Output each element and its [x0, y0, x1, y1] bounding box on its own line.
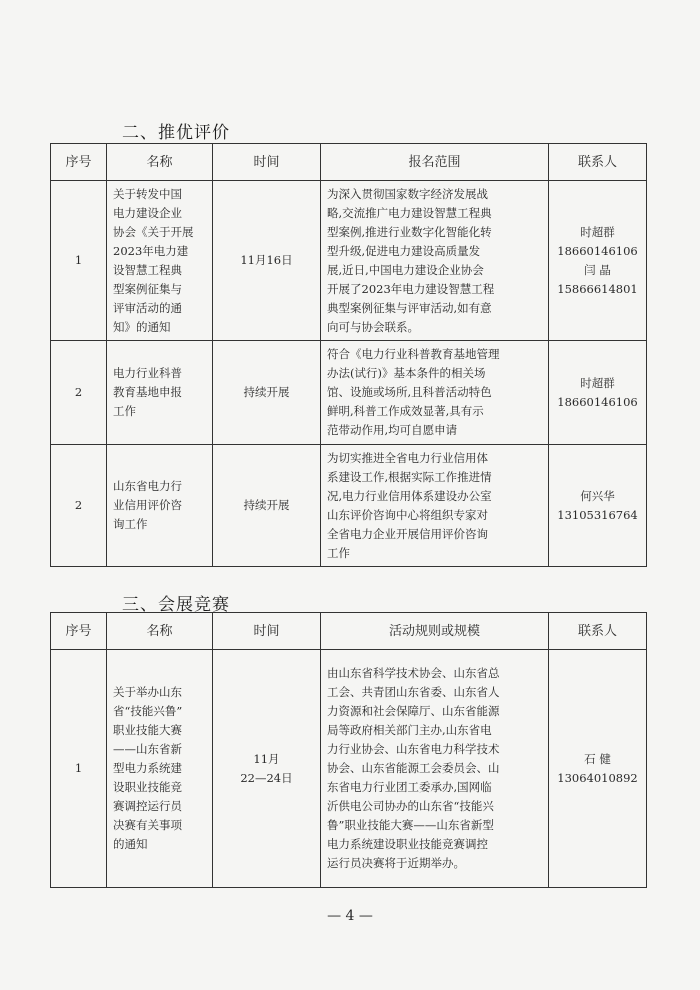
row-time: 持续开展 [213, 341, 321, 445]
row-contact: 何兴华 13105316764 [549, 445, 647, 567]
header-time: 时间 [213, 613, 321, 650]
section-title-exhibition: 三、会展竞赛 [122, 595, 230, 615]
table-row [51, 445, 647, 567]
recommendation-table [50, 143, 647, 567]
header-time: 时间 [213, 144, 321, 181]
row-name: 关于举办山东 省“技能兴鲁” 职业技能大赛 ——山东省新 型电力系统建 设职业技能竞 赛调控运行员 决赛有关事项 的通知 [107, 650, 213, 888]
row-scope: 符合《电力行业科普教育基地管理 办法(试行)》基本条件的相关场 馆、设施或场所,且科普活动特色 鲜明,科普工作成效显著,具有示 范带动作用,均可自愿申请 [321, 341, 549, 445]
row-no: 1 [51, 650, 107, 888]
row-rules: 由山东省科学技术协会、山东省总 工会、共青团山东省委、山东省人 力资源和社会保障厅、山东省能源 局等政府相关部门主办,山东省电 力行业协会、山东省电力科学技术 协会、山东省能源工会委员会、山 东省电力行业团工委承办,国网临 沂供电公司协办的山东省“技能兴 鲁”职业技能大赛——山东省新型 电力系统建设职业技能竞赛调控 运行员决赛将于近期举办。 [321, 650, 549, 888]
table-header-row [51, 613, 647, 650]
row-no: 2 [51, 341, 107, 445]
row-name: 山东省电力行 业信用评价咨 询工作 [107, 445, 213, 567]
header-no: 序号 [51, 144, 107, 181]
page-number: — 4 — [327, 908, 373, 924]
exhibition-table [50, 612, 647, 888]
table-row [51, 650, 647, 888]
row-contact: 时超群 18660146106 [549, 341, 647, 445]
table-row [51, 341, 647, 445]
row-name: 关于转发中国 电力建设企业 协会《关于开展 2023年电力建 设智慧工程典 型案例征集与 评审活动的通 知》的通知 [107, 181, 213, 341]
table-header-row [51, 144, 647, 181]
header-name: 名称 [107, 144, 213, 181]
header-contact: 联系人 [549, 144, 647, 181]
header-rules: 活动规则或规模 [321, 613, 549, 650]
row-name: 电力行业科普 教育基地申报 工作 [107, 341, 213, 445]
row-contact: 石 健 13064010892 [549, 650, 647, 888]
row-contact: 时超群 18660146106 闫 晶 15866614801 [549, 181, 647, 341]
header-contact: 联系人 [549, 613, 647, 650]
header-name: 名称 [107, 613, 213, 650]
row-scope: 为深入贯彻国家数字经济发展战 略,交流推广电力建设智慧工程典 型案例,推进行业数字化智能化转 型升级,促进电力建设高质量发 展,近日,中国电力建设企业协会 开展了2023年电力建设智慧工程 典型案例征集与评审活动,如有意 向可与协会联系。 [321, 181, 549, 341]
header-scope: 报名范围 [321, 144, 549, 181]
section-title-recommendation: 二、推优评价 [122, 123, 230, 143]
row-time: 11月 22—24日 [213, 650, 321, 888]
row-time: 11月16日 [213, 181, 321, 341]
row-scope: 为切实推进全省电力行业信用体 系建设工作,根据实际工作推进情 况,电力行业信用体系建设办公室 山东评价咨询中心将组织专家对 全省电力企业开展信用评价咨询 工作 [321, 445, 549, 567]
table-row [51, 181, 647, 341]
row-no: 1 [51, 181, 107, 341]
row-no: 2 [51, 445, 107, 567]
row-time: 持续开展 [213, 445, 321, 567]
header-no: 序号 [51, 613, 107, 650]
